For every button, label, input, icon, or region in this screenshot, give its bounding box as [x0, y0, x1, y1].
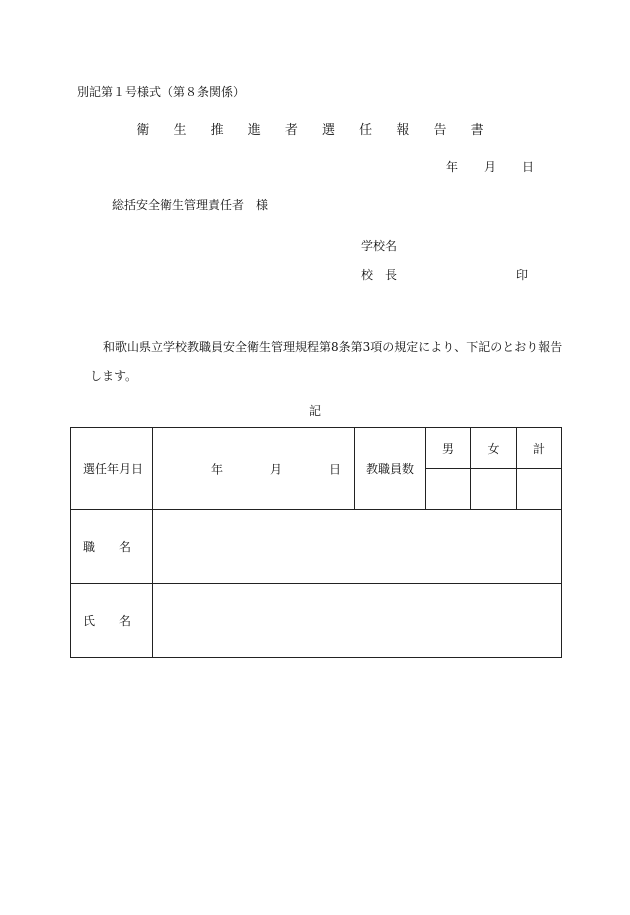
total-count-field — [517, 469, 562, 510]
form-number: 別記第１号様式（第８条関係） — [77, 85, 246, 99]
addressee: 総括安全衛生管理責任者 様 — [112, 198, 269, 212]
appointment-date-field — [153, 428, 355, 510]
male-header: 男 — [426, 428, 471, 469]
appointment-month-label: 月 — [270, 462, 283, 476]
record-table — [70, 427, 562, 658]
seal-mark: 印 — [516, 268, 529, 282]
appointment-year-label: 年 — [211, 462, 224, 476]
position-label: 職 名 — [71, 510, 153, 584]
staff-count-label: 教職員数 — [355, 428, 426, 510]
ki-heading: 記 — [308, 404, 321, 418]
document-title: 衛 生 推 進 者 選 任 報 告 書 — [136, 123, 494, 138]
report-date — [446, 161, 534, 173]
female-count-field — [471, 469, 517, 510]
appointment-date-label: 選任年月日 — [71, 428, 153, 510]
principal-label: 校 長 — [361, 268, 398, 282]
name-field — [153, 584, 562, 658]
date-month-label: 月 — [484, 160, 497, 174]
name-label: 氏 名 — [71, 584, 153, 658]
report-body — [90, 333, 570, 391]
total-header: 計 — [517, 428, 562, 469]
appointment-day-label: 日 — [329, 462, 342, 476]
position-field — [153, 510, 562, 584]
male-count-field — [426, 469, 471, 510]
report-body-line-2: します。 — [90, 369, 138, 383]
report-body-line-1: 和歌山県立学校教職員安全衛生管理規程第8条第3項の規定により、下記のとおり報告 — [103, 340, 563, 354]
date-year-label: 年 — [446, 160, 459, 174]
school-name-label: 学校名 — [361, 239, 398, 253]
date-day-label: 日 — [522, 160, 535, 174]
female-header: 女 — [471, 428, 517, 469]
